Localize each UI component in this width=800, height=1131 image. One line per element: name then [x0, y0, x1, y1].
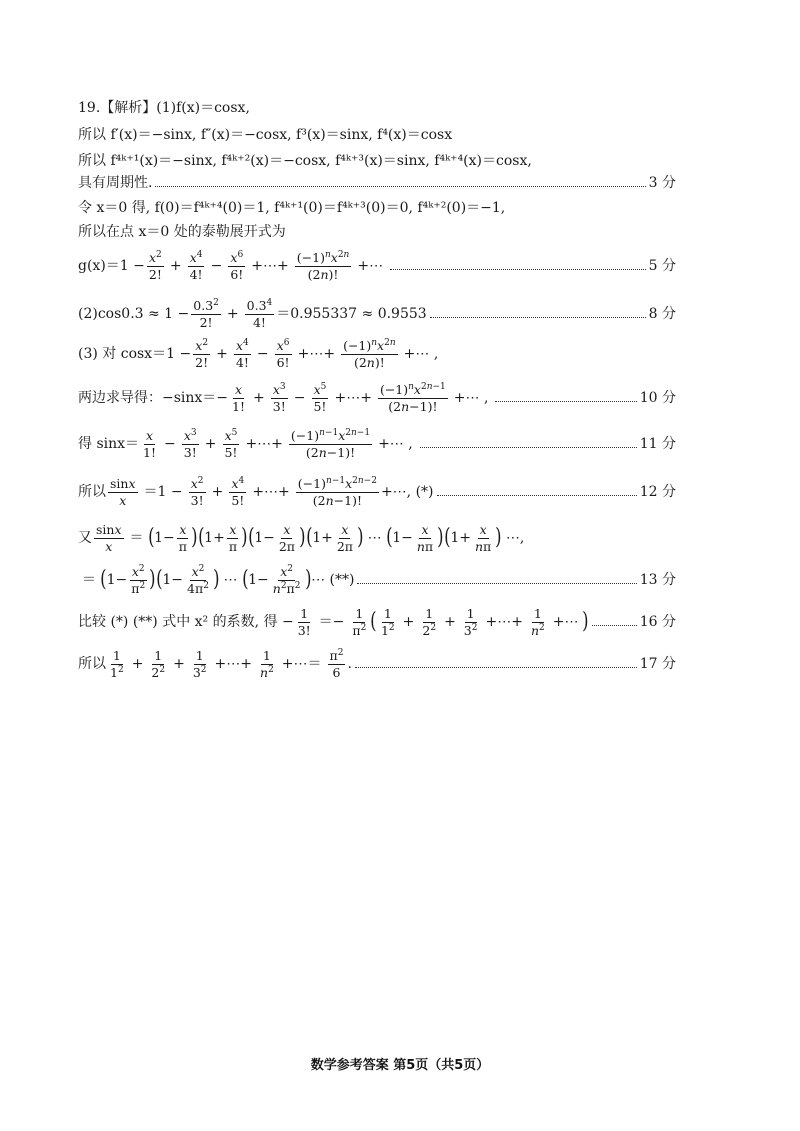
fraction: $\frac{x^5}{5!}$ [224, 428, 238, 460]
fraction: $\frac{(-1)^nx^{2n}}{(2n)!}$ [296, 250, 350, 282]
fraction: $\frac{1}{2^2}$ [151, 648, 166, 680]
cos-series-formula: (3) 对 cosx＝1 − $\frac{x^2}{2!}$ + $\frac{x^4}{4!}$ − $\frac{x^6}{6!}$ +⋯+ $\frac{(-1)^nx^{2n}}{(2n)!}$ +⋯ , [78, 338, 439, 370]
dotted-leader [495, 401, 636, 402]
dotted-leader [357, 583, 636, 584]
cos-approx-formula: (2)cos0.3 ≈ 1 − $\frac{0.3^2}{2!}$ + $\frac{0.3^4}{4!}$ ＝0.955337 ≈ 0.9553 [78, 298, 427, 330]
fraction: $\frac{1}{3!}$ [297, 606, 311, 638]
fraction: $\frac{\pi^2}{6}$ [329, 648, 344, 680]
fraction: $\frac{1}{1^2}$ [110, 648, 124, 680]
sinc-series-formula: 所以 $\frac{\sin x}{x}$ ＝1 − $\frac{x^2}{3!}$ + $\frac{x^4}{5!}$ +⋯+ $\frac{(-1)^{n-1}x^{2n-2}}{(2n-1)!}$ +⋯, (*) [78, 476, 434, 508]
fraction: $\frac{1}{n^2}$ [260, 648, 274, 680]
solution-line-6 [78, 224, 676, 240]
fraction: $\frac{x^3}{3!}$ [272, 382, 286, 414]
score-17: 17 分 [639, 656, 676, 673]
fraction: $\frac{1}{3^2}$ [192, 648, 207, 680]
dotted-leader [430, 317, 646, 318]
fraction: $\frac{(-1)^{n-1}x^{2n-1}}{(2n-1)!}$ [290, 428, 371, 460]
dotted-leader [420, 447, 637, 448]
score-10: 10 分 [639, 390, 676, 407]
fraction: $\frac{x^2}{\pi^2}$ [131, 564, 146, 596]
sin-prefix: 得 sinx＝ [78, 436, 140, 453]
fraction: $\frac{x}{\pi}$ [178, 522, 187, 554]
solution-text-1: 19.【解析】(1)f(x)＝cosx, [78, 100, 250, 116]
fraction: $\frac{1}{3^2}$ [463, 606, 478, 638]
fraction: $\frac{x^6}{6!}$ [276, 338, 290, 370]
fraction: $\frac{x^2}{n^2\pi^2}$ [272, 564, 301, 596]
approx-result: ＝0.955337 ≈ 0.9553 [276, 306, 427, 323]
comparison-prefix: 比较 (*) (**) 式中 x² 的系数, 得 − [78, 614, 294, 631]
dotted-leader [390, 269, 646, 270]
fraction: $\frac{x^2}{2!}$ [195, 338, 209, 370]
fraction: $\frac{x^4}{4!}$ [235, 338, 249, 370]
fraction: $\frac{x}{2\pi}$ [278, 522, 296, 554]
derivative-formula: 两边求导得：−sinx＝− $\frac{x}{1!}$ + $\frac{x^3}{3!}$ − $\frac{x^5}{5!}$ +⋯+ $\frac{(-1)^nx^{2n-1}}{(2n-1)!}$ +⋯ , [78, 382, 489, 414]
solution-line-2 [78, 127, 676, 143]
fraction: $\frac{x}{1!}$ [232, 382, 246, 414]
fraction: $\frac{\sin x}{x}$ [110, 476, 136, 508]
fraction: $\frac{(-1)^{n-1}x^{2n-2}}{(2n-1)!}$ [297, 476, 377, 508]
solution-line-3 [78, 153, 676, 169]
score-16: 16 分 [639, 614, 676, 631]
cos-series-prefix: (3) 对 cosx＝1 − [78, 346, 192, 363]
fraction: $\frac{(-1)^nx^{2n-1}}{(2n-1)!}$ [379, 382, 446, 414]
solution-line-7 [78, 250, 676, 282]
derivatives-text: 所以 f′(x)＝−sinx, f″(x)＝−cosx, f³(x)＝sinx, f⁴(x)＝cosx [78, 127, 453, 143]
fraction: $\frac{x^4}{4!}$ [189, 250, 203, 282]
solution-line-8 [78, 298, 676, 330]
basel-result-formula: 所以 $\frac{1}{1^2}$ + $\frac{1}{2^2}$ + $\frac{1}{3^2}$ +⋯+ $\frac{1}{n^2}$ +⋯＝ $\frac{\pi^2}{6}$ . [78, 648, 352, 680]
dotted-leader [355, 667, 637, 668]
fraction: $\frac{x}{1!}$ [143, 428, 157, 460]
fraction: $\frac{x^5}{5!}$ [313, 382, 327, 414]
fraction: $\frac{x^4}{5!}$ [231, 476, 245, 508]
product-suffix: ⋯ (**) [311, 572, 355, 589]
sinc-suffix: +⋯, (*) [380, 484, 434, 501]
product-expanded-formula: ＝ ( 1− $\frac{x^2}{\pi^2}$ ) ( 1− $\frac{x^2}{4\pi^2}$ ) ⋯ ( 1− $\frac{x^2}{n^2\pi^2}$ ) ⋯ (**) [82, 564, 355, 596]
dotted-leader [437, 495, 637, 496]
fraction: $\frac{\sin x}{x}$ [96, 522, 122, 554]
fraction: $\frac{1}{n^2}$ [530, 606, 545, 638]
product-prefix: 又 [78, 530, 92, 547]
solution-line-10 [78, 382, 676, 414]
solution-line-12 [78, 476, 676, 508]
fraction: $\frac{x^6}{6!}$ [230, 250, 244, 282]
approx-prefix: (2)cos0.3 ≈ 1 − [78, 306, 190, 323]
solution-line-16 [78, 648, 676, 680]
derivative-prefix: 两边求导得：−sinx＝− [78, 390, 229, 407]
fraction: $\frac{0.3^2}{2!}$ [193, 298, 219, 330]
solution-line-11 [78, 428, 676, 460]
fraction: $\frac{x^2}{3!}$ [190, 476, 204, 508]
fraction: $\frac{(-1)^nx^{2n}}{(2n)!}$ [343, 338, 396, 370]
solution-line-14 [78, 564, 676, 597]
fraction: $\frac{x}{\pi}$ [228, 522, 238, 554]
fraction: $\frac{x}{2\pi}$ [336, 522, 354, 554]
sin-series-formula: 得 sinx＝ $\frac{x}{1!}$ − $\frac{x^3}{3!}$ + $\frac{x^5}{5!}$ +⋯+ $\frac{(-1)^{n-1}x^{2n-1}}{(2n-1)!}$ +⋯ , [78, 428, 413, 460]
fraction: $\frac{x}{n\pi}$ [416, 522, 434, 554]
periodic-derivatives-text: 所以 f⁴ᵏ⁺¹(x)＝−sinx, f⁴ᵏ⁺²(x)＝−cosx, f⁴ᵏ⁺³(x)＝sinx, f⁴ᵏ⁺⁴(x)＝cosx, [78, 153, 532, 169]
fraction: $\frac{x^2}{4\pi^2}$ [187, 564, 209, 596]
series-prefix: g(x)＝1 − [78, 258, 145, 275]
values-at-zero-text: 令 x＝0 得, f(0)＝f⁴ᵏ⁺⁴(0)＝1, f⁴ᵏ⁺¹(0)＝f⁴ᵏ⁺³(0)＝0, f⁴ᵏ⁺²(0)＝−1, [78, 200, 506, 216]
fraction: $\frac{x}{n\pi}$ [474, 522, 492, 554]
solution-line-13 [78, 522, 676, 554]
solution-line-5 [78, 200, 676, 216]
score-5: 5 分 [648, 258, 676, 275]
solution-line-15 [78, 606, 676, 638]
score-3: 3 分 [648, 175, 676, 191]
sinc-prefix: 所以 [78, 484, 106, 501]
score-11: 11 分 [639, 436, 676, 453]
dotted-leader [592, 625, 637, 626]
dotted-leader [155, 186, 645, 187]
fraction: $\frac{1}{\pi^2}$ [352, 606, 367, 638]
fraction: $\frac{1}{1^2}$ [380, 606, 395, 638]
solution-line-1 [78, 100, 676, 116]
fraction: $\frac{x^2}{2!}$ [148, 250, 162, 282]
result-prefix: 所以 [78, 656, 106, 673]
fraction: $\frac{0.3^4}{4!}$ [246, 298, 273, 330]
coefficient-comparison-formula: 比较 (*) (**) 式中 x² 的系数, 得 − $\frac{1}{3!}$ ＝− $\frac{1}{\pi^2}$ ( $\frac{1}{1^2}$ + $\frac{1}{2^2}$ + $\frac{1}{3^2}$ +⋯+ $\frac{1}{n^2}$ +⋯ ) [78, 606, 590, 638]
taylor-series-formula: g(x)＝1 − $\frac{x^2}{2!}$ + $\frac{x^4}{4!}$ − $\frac{x^6}{6!}$ +⋯+ $\frac{(-1)^nx^{2n}}{(2n)!}$ +⋯ [78, 250, 384, 282]
score-13: 13 分 [639, 572, 676, 589]
solution-line-4 [78, 175, 676, 191]
fraction: $\frac{1}{2^2}$ [422, 606, 437, 638]
periodicity-text: 具有周期性. [78, 175, 153, 191]
page-footer: 数学参考答案 第5页（共5页） [310, 1058, 490, 1073]
score-12: 12 分 [639, 484, 676, 501]
score-8: 8 分 [648, 306, 676, 323]
taylor-intro-text: 所以在点 x＝0 处的泰勒展开式为 [78, 224, 286, 240]
solution-line-9 [78, 338, 676, 370]
fraction: $\frac{x^3}{3!}$ [183, 428, 197, 460]
product-formula: 又 $\frac{\sin x}{x}$ ＝ ( 1− $\frac{x}{\pi}$ ) ( 1+ $\frac{x}{\pi}$ ) ( 1− $\frac{x}{2\pi}$ ) ( 1+ $\frac{x}{2\pi}$ ) ⋯ ( 1− $\frac{x}{n\pi}$ ) ( 1+ $\frac{x}{n\pi}$ ) ⋯, [78, 522, 525, 554]
